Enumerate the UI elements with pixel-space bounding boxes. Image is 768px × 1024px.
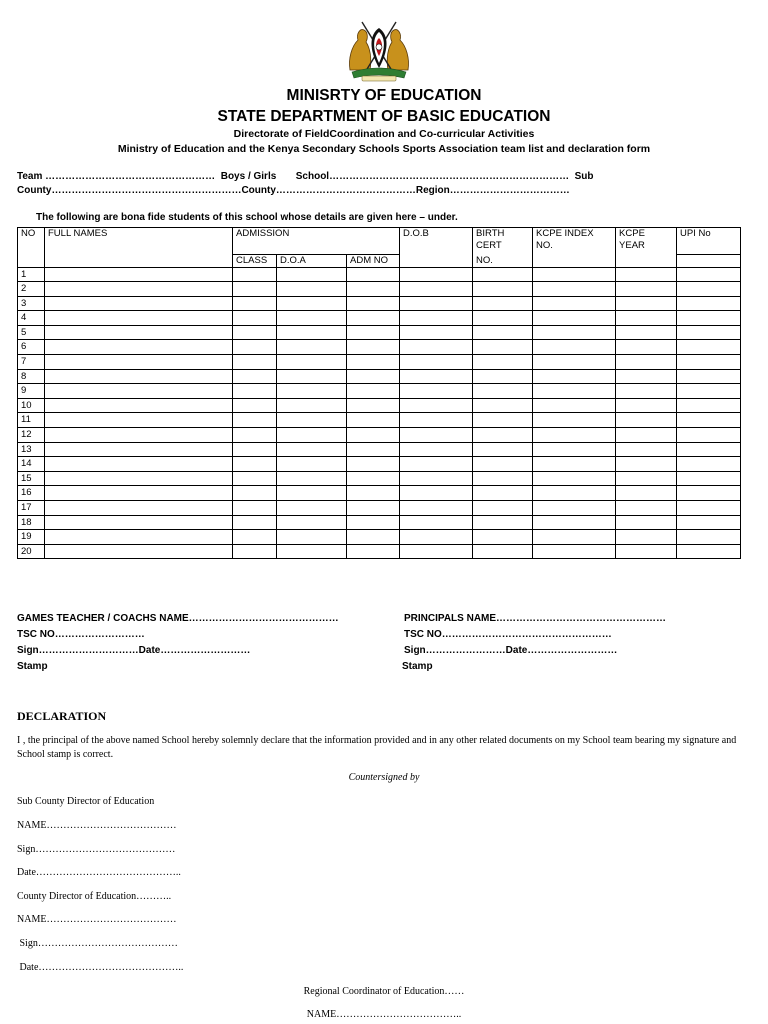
table-cell: [45, 296, 233, 311]
row-number: 12: [18, 428, 45, 443]
table-cell: [616, 340, 677, 355]
subcounty-name-field: NAME…………………………………: [17, 820, 177, 831]
subcounty-date-field: Date……………………………………..: [17, 867, 181, 878]
table-cell: [473, 325, 533, 340]
table-cell: [400, 544, 473, 559]
table-cell: [533, 398, 616, 413]
table-cell: [533, 442, 616, 457]
table-cell: [233, 325, 277, 340]
table-cell: [45, 340, 233, 355]
table-cell: [473, 355, 533, 370]
table-cell: [677, 530, 741, 545]
row-number: 19: [18, 530, 45, 545]
row-number: 10: [18, 398, 45, 413]
table-cell: [677, 267, 741, 282]
table-cell: [616, 457, 677, 472]
table-cell: [616, 501, 677, 516]
col-header-no: NO: [18, 228, 45, 268]
table-cell: [677, 296, 741, 311]
table-cell: [347, 442, 400, 457]
col-header-class: CLASS: [233, 255, 277, 268]
table-cell: [347, 501, 400, 516]
table-cell: [400, 515, 473, 530]
table-cell: [677, 501, 741, 516]
table-cell: [233, 428, 277, 443]
table-cell: [677, 457, 741, 472]
table-cell: [677, 442, 741, 457]
table-cell: [677, 311, 741, 326]
table-cell: [677, 282, 741, 297]
table-cell: [473, 501, 533, 516]
table-cell: [677, 413, 741, 428]
table-cell: [45, 544, 233, 559]
table-cell: [400, 369, 473, 384]
table-cell: [45, 428, 233, 443]
table-cell: [233, 413, 277, 428]
table-cell: [277, 501, 347, 516]
table-cell: [347, 355, 400, 370]
col-header-doa: D.O.A: [277, 255, 347, 268]
table-cell: [347, 282, 400, 297]
table-cell: [473, 471, 533, 486]
games-teacher-tsc-field: TSC NO………………………: [17, 629, 145, 640]
games-teacher-sign-date-field: Sign…………………………Date………………………: [17, 645, 251, 656]
table-cell: [533, 457, 616, 472]
table-cell: [233, 515, 277, 530]
county-name-field: NAME…………………………………: [17, 914, 177, 925]
table-cell: [233, 398, 277, 413]
table-cell: [233, 296, 277, 311]
table-cell: [616, 311, 677, 326]
table-cell: [233, 282, 277, 297]
table-cell: [233, 384, 277, 399]
principal-sign-date-field: Sign……………………Date………………………: [404, 645, 618, 656]
declaration-text: I , the principal of the above named School hereby solemnly declare that the information provided and in any other related documents on my School team bearing my signature and School stamp is correct.: [17, 735, 737, 760]
table-cell: [473, 515, 533, 530]
intro-text: The following are bona fide students of this school whose details are given here – under.: [36, 212, 458, 223]
table-cell: [616, 296, 677, 311]
row-number: 15: [18, 471, 45, 486]
table-cell: [533, 530, 616, 545]
table-cell: [533, 471, 616, 486]
table-cell: [400, 311, 473, 326]
directorate-subtitle: Directorate of FieldCoordination and Co-curricular Activities: [233, 128, 535, 140]
table-cell: [400, 428, 473, 443]
table-cell: [616, 544, 677, 559]
team-school-field-line: Team …………………………………………… Boys / Girls School……………………………………………………………… Sub: [17, 171, 594, 182]
table-cell: [616, 515, 677, 530]
table-cell: [277, 355, 347, 370]
table-cell: [45, 325, 233, 340]
row-number: 8: [18, 369, 45, 384]
table-cell: [677, 428, 741, 443]
table-cell: [533, 515, 616, 530]
games-teacher-name-field: GAMES TEACHER / COACHS NAME………………………………………: [17, 613, 339, 624]
table-cell: [677, 340, 741, 355]
table-cell: [277, 282, 347, 297]
table-cell: [616, 369, 677, 384]
table-row: [18, 311, 741, 326]
subcounty-director-label: Sub County Director of Education: [17, 796, 155, 807]
table-cell: [233, 486, 277, 501]
table-cell: [277, 515, 347, 530]
table-cell: [45, 267, 233, 282]
principal-tsc-field: TSC NO……………………………………………: [404, 629, 612, 640]
col-header-kcpe-index: KCPE INDEX NO.: [533, 228, 616, 268]
table-cell: [400, 355, 473, 370]
table-cell: [277, 486, 347, 501]
table-cell: [533, 355, 616, 370]
table-cell: [473, 340, 533, 355]
table-cell: [677, 544, 741, 559]
table-row: [18, 515, 741, 530]
table-cell: [473, 311, 533, 326]
table-cell: [347, 544, 400, 559]
table-cell: [277, 544, 347, 559]
table-cell: [277, 398, 347, 413]
table-cell: [400, 471, 473, 486]
table-cell: [616, 282, 677, 297]
table-cell: [45, 384, 233, 399]
col-header-admission: ADMISSION: [233, 228, 400, 255]
table-cell: [45, 501, 233, 516]
col-header-full-names: FULL NAMES: [45, 228, 233, 268]
table-cell: [677, 398, 741, 413]
table-cell: [347, 267, 400, 282]
table-cell: [400, 501, 473, 516]
table-cell: [233, 544, 277, 559]
table-cell: [533, 311, 616, 326]
table-cell: [45, 515, 233, 530]
row-number: 9: [18, 384, 45, 399]
table-cell: [347, 340, 400, 355]
table-cell: [347, 384, 400, 399]
table-row: [18, 369, 741, 384]
row-number: 17: [18, 501, 45, 516]
table-cell: [45, 398, 233, 413]
table-cell: [233, 501, 277, 516]
table-cell: [533, 340, 616, 355]
table-cell: [400, 413, 473, 428]
table-cell: [616, 325, 677, 340]
table-cell: [45, 369, 233, 384]
table-cell: [533, 369, 616, 384]
row-number: 1: [18, 267, 45, 282]
county-region-field-line: County…………………………………………………County……………………………………Region………………………………: [17, 185, 570, 196]
table-cell: [347, 515, 400, 530]
col-header-kcpe-year: KCPE YEAR: [616, 228, 677, 268]
row-number: 3: [18, 296, 45, 311]
table-cell: [400, 282, 473, 297]
table-cell: [677, 486, 741, 501]
row-number: 2: [18, 282, 45, 297]
table-cell: [400, 530, 473, 545]
table-cell: [616, 486, 677, 501]
col-header-upi-blank: [677, 255, 741, 268]
table-cell: [45, 457, 233, 472]
table-cell: [45, 311, 233, 326]
row-number: 16: [18, 486, 45, 501]
table-row: [18, 325, 741, 340]
table-cell: [233, 530, 277, 545]
table-cell: [473, 428, 533, 443]
table-cell: [677, 325, 741, 340]
table-cell: [616, 384, 677, 399]
table-cell: [45, 282, 233, 297]
table-cell: [473, 369, 533, 384]
table-cell: [233, 369, 277, 384]
table-cell: [677, 515, 741, 530]
table-cell: [400, 442, 473, 457]
table-cell: [533, 384, 616, 399]
table-cell: [400, 340, 473, 355]
ministry-title: MINISRTY OF EDUCATION: [286, 87, 482, 104]
table-cell: [677, 471, 741, 486]
row-number: 6: [18, 340, 45, 355]
table-cell: [677, 355, 741, 370]
table-cell: [533, 486, 616, 501]
table-cell: [347, 398, 400, 413]
table-cell: [533, 428, 616, 443]
table-row: [18, 428, 741, 443]
table-cell: [233, 355, 277, 370]
table-row: [18, 530, 741, 545]
table-cell: [533, 544, 616, 559]
table-cell: [347, 325, 400, 340]
table-cell: [277, 457, 347, 472]
county-director-label: County Director of Education………..: [17, 891, 172, 902]
table-cell: [400, 384, 473, 399]
table-cell: [347, 457, 400, 472]
table-cell: [45, 530, 233, 545]
table-cell: [533, 501, 616, 516]
table-cell: [347, 311, 400, 326]
team-list-table: [17, 227, 741, 559]
form-subtitle: Ministry of Education and the Kenya Secondary Schools Sports Association team list and declaration form: [117, 143, 651, 155]
row-number: 7: [18, 355, 45, 370]
table-row: [18, 340, 741, 355]
table-cell: [677, 384, 741, 399]
col-header-birth-cert-no: NO.: [473, 255, 533, 268]
row-number: 13: [18, 442, 45, 457]
table-cell: [400, 457, 473, 472]
regional-name-field: NAME………………………………..: [306, 1009, 462, 1020]
table-row: [18, 296, 741, 311]
table-cell: [45, 442, 233, 457]
table-cell: [277, 442, 347, 457]
table-cell: [533, 325, 616, 340]
table-row: [18, 442, 741, 457]
declaration-title: DECLARATION: [17, 709, 107, 723]
table-cell: [473, 384, 533, 399]
table-cell: [473, 413, 533, 428]
subcounty-sign-field: Sign……………………………………: [17, 844, 176, 855]
table-row: [18, 486, 741, 501]
table-cell: [277, 530, 347, 545]
table-cell: [473, 544, 533, 559]
table-cell: [277, 369, 347, 384]
table-cell: [677, 369, 741, 384]
table-cell: [473, 442, 533, 457]
table-cell: [277, 428, 347, 443]
table-cell: [347, 428, 400, 443]
table-cell: [277, 325, 347, 340]
county-date-field: Date……………………………………..: [17, 962, 184, 973]
table-row: [18, 384, 741, 399]
table-row: [18, 282, 741, 297]
table-cell: [616, 355, 677, 370]
table-cell: [533, 267, 616, 282]
col-header-upi: UPI No: [677, 228, 741, 255]
table-cell: [473, 530, 533, 545]
table-cell: [400, 296, 473, 311]
table-cell: [233, 457, 277, 472]
table-cell: [400, 267, 473, 282]
table-cell: [45, 471, 233, 486]
table-cell: [233, 267, 277, 282]
table-cell: [277, 296, 347, 311]
table-cell: [616, 398, 677, 413]
table-cell: [347, 369, 400, 384]
row-number: 14: [18, 457, 45, 472]
table-cell: [616, 413, 677, 428]
row-number: 5: [18, 325, 45, 340]
department-title: STATE DEPARTMENT OF BASIC EDUCATION: [217, 108, 551, 125]
table-cell: [616, 428, 677, 443]
table-row: [18, 501, 741, 516]
table-cell: [400, 398, 473, 413]
table-cell: [473, 282, 533, 297]
table-cell: [347, 471, 400, 486]
table-cell: [616, 471, 677, 486]
table-cell: [277, 471, 347, 486]
principal-name-field: PRINCIPALS NAME……………………………………………: [404, 613, 667, 624]
table-cell: [233, 471, 277, 486]
table-cell: [347, 413, 400, 428]
table-row: [18, 471, 741, 486]
table-row: [18, 457, 741, 472]
table-cell: [473, 398, 533, 413]
table-cell: [233, 311, 277, 326]
table-cell: [277, 267, 347, 282]
kenya-coat-of-arms-icon: [346, 18, 412, 84]
countersigned-label: Countersigned by: [348, 772, 420, 783]
table-cell: [400, 325, 473, 340]
table-cell: [473, 267, 533, 282]
row-number: 11: [18, 413, 45, 428]
table-cell: [533, 413, 616, 428]
col-header-adm-no: ADM NO: [347, 255, 400, 268]
table-cell: [277, 384, 347, 399]
table-cell: [277, 340, 347, 355]
table-cell: [473, 486, 533, 501]
table-cell: [233, 340, 277, 355]
table-cell: [233, 442, 277, 457]
table-cell: [277, 311, 347, 326]
table-cell: [45, 413, 233, 428]
table-cell: [616, 267, 677, 282]
table-cell: [400, 486, 473, 501]
col-header-dob: D.O.B: [400, 228, 473, 268]
regional-coordinator-label: Regional Coordinator of Education……: [303, 986, 465, 997]
table-cell: [473, 457, 533, 472]
table-cell: [616, 530, 677, 545]
table-cell: [347, 296, 400, 311]
table-cell: [277, 413, 347, 428]
table-row: [18, 398, 741, 413]
col-header-birth-cert: BIRTH CERT: [473, 228, 533, 255]
table-row: [18, 544, 741, 559]
table-cell: [347, 530, 400, 545]
table-row: [18, 267, 741, 282]
row-number: 20: [18, 544, 45, 559]
table-row: [18, 413, 741, 428]
table-cell: [473, 296, 533, 311]
table-cell: [533, 296, 616, 311]
table-cell: [616, 442, 677, 457]
table-cell: [45, 355, 233, 370]
county-sign-field: Sign……………………………………: [17, 938, 178, 949]
games-teacher-stamp-label: Stamp: [17, 661, 48, 672]
table-cell: [347, 486, 400, 501]
principal-stamp-label: Stamp: [402, 661, 433, 672]
table-cell: [45, 486, 233, 501]
row-number: 4: [18, 311, 45, 326]
table-cell: [533, 282, 616, 297]
table-row: [18, 355, 741, 370]
row-number: 18: [18, 515, 45, 530]
